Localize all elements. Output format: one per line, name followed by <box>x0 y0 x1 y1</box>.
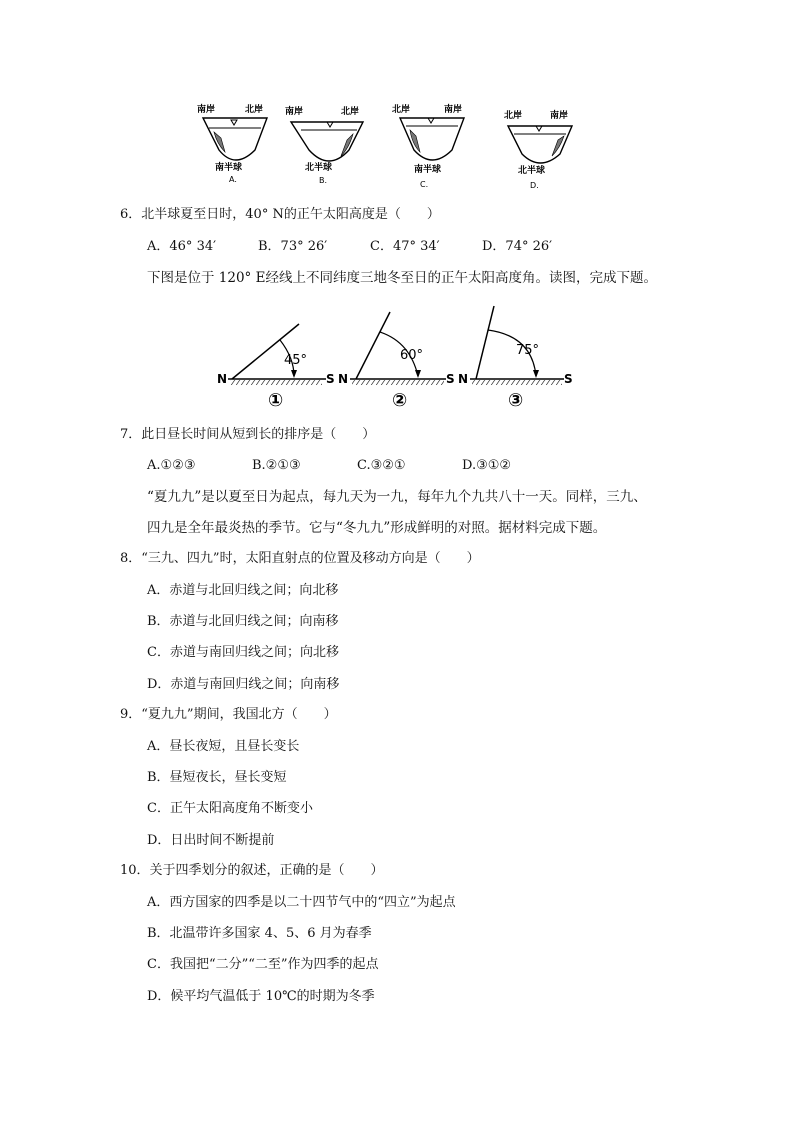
valley-a <box>197 103 267 184</box>
valley-d-hemisphere: 北半球 <box>518 166 546 176</box>
q8-option-d[interactable]: D．赤道与南回归线之间；向南移 <box>147 677 340 692</box>
angle-1-n: N <box>217 372 228 386</box>
sun-angle-diagrams <box>214 302 584 410</box>
valley-b <box>285 105 363 185</box>
valley-d-right-bank: 南岸 <box>550 111 569 121</box>
q8-option-b[interactable]: B．赤道与北回归线之间；向南移 <box>147 614 339 629</box>
q9-option-b[interactable]: B．昼短夜长，昼长变短 <box>147 770 287 785</box>
q6-option-a[interactable]: A．46° 34′ <box>147 239 217 254</box>
valley-c-left-bank: 北岸 <box>392 105 411 115</box>
angle-1-value: 45° <box>284 353 308 368</box>
question-8-stem: 8．“三九、四九”时，太阳直射点的位置及移动方向是（ ） <box>120 551 480 566</box>
question-6-options <box>147 238 647 256</box>
q7-option-a[interactable]: A.①②③ <box>147 458 196 473</box>
intro-paragraph-8-line-1: “夏九九”是以夏至日为起点，每九天为一九，每年九个九共八十一天。同样，三九、 <box>147 489 647 505</box>
question-10-stem: 10．关于四季划分的叙述，正确的是（ ） <box>120 863 384 878</box>
q6-option-b[interactable]: B．73° 26′ <box>258 239 328 254</box>
q9-option-d[interactable]: D．日出时间不断提前 <box>147 833 275 848</box>
valley-b-letter: B. <box>319 176 328 185</box>
q10-option-a[interactable]: A．西方国家的四季是以二十四节气中的“四立”为起点 <box>147 895 456 910</box>
valley-diagrams <box>190 100 590 192</box>
angle-3-n: N <box>458 372 469 386</box>
q8-option-c[interactable]: C．赤道与南回归线之间；向北移 <box>147 645 339 660</box>
q8-option-a[interactable]: A．赤道与北回归线之间；向北移 <box>147 583 339 598</box>
q7-option-c[interactable]: C.③②① <box>357 458 406 473</box>
valley-a-left-bank: 南岸 <box>197 105 216 115</box>
valley-figure-row <box>190 100 590 192</box>
valley-d-left-bank: 北岸 <box>504 111 523 121</box>
angle-diagram-3 <box>458 306 573 410</box>
intro-paragraph-8-line-2: 四九是全年最炎热的季节。它与“冬九九”形成鲜明的对照。据材料完成下题。 <box>147 520 607 536</box>
question-7-options <box>147 457 647 475</box>
angle-3-number: ③ <box>508 390 524 410</box>
valley-c-letter: C. <box>420 180 429 189</box>
q9-option-a[interactable]: A．昼长夜短，且昼长变长 <box>147 739 300 754</box>
angle-1-number: ① <box>268 390 284 410</box>
angle-2-value: 60° <box>400 348 424 363</box>
valley-c-hemisphere: 南半球 <box>414 165 442 175</box>
intro-paragraph-7: 下图是位于 120° E经线上不同纬度三地冬至日的正午太阳高度角。读图，完成下题。 <box>147 270 657 286</box>
valley-a-hemisphere: 南半球 <box>215 163 243 173</box>
question-9-stem: 9．“夏九九”期间，我国北方（ ） <box>120 707 337 722</box>
angle-3-s: S <box>564 372 573 386</box>
angle-2-n: N <box>338 372 349 386</box>
q10-option-c[interactable]: C．我国把“二分”“二至”作为四季的起点 <box>147 957 379 972</box>
question-6-stem: 6．北半球夏至日时，40° N的正午太阳高度是（ ） <box>120 207 440 222</box>
valley-b-hemisphere: 北半球 <box>305 163 333 173</box>
angle-2-number: ② <box>392 390 408 410</box>
angle-1-s: S <box>326 372 335 386</box>
q10-option-b[interactable]: B．北温带许多国家 4、5、6 月为春季 <box>147 926 372 941</box>
angle-diagram-1 <box>217 324 335 410</box>
sun-angle-figure-row <box>214 302 584 410</box>
valley-a-right-bank: 北岸 <box>245 105 264 115</box>
q6-option-d[interactable]: D．74° 26′ <box>482 239 553 254</box>
valley-a-letter: A. <box>229 175 237 184</box>
valley-d <box>504 109 572 190</box>
valley-d-letter: D. <box>530 181 539 190</box>
q10-option-d[interactable]: D．候平均气温低于 10℃的时期为冬季 <box>147 989 375 1004</box>
q6-option-c[interactable]: C．47° 34′ <box>370 239 440 254</box>
question-7-stem: 7．此日昼长时间从短到长的排序是（ ） <box>120 427 376 442</box>
q7-option-d[interactable]: D.③①② <box>462 458 512 473</box>
angle-2-s: S <box>446 372 455 386</box>
valley-b-left-bank: 南岸 <box>285 107 304 117</box>
angle-3-value: 75° <box>516 343 540 358</box>
q7-option-b[interactable]: B.②①③ <box>252 458 301 473</box>
valley-c <box>392 103 464 189</box>
valley-c-right-bank: 南岸 <box>444 105 463 115</box>
q9-option-c[interactable]: C．正午太阳高度角不断变小 <box>147 801 313 816</box>
valley-b-right-bank: 北岸 <box>341 107 360 117</box>
angle-diagram-2 <box>338 312 455 410</box>
